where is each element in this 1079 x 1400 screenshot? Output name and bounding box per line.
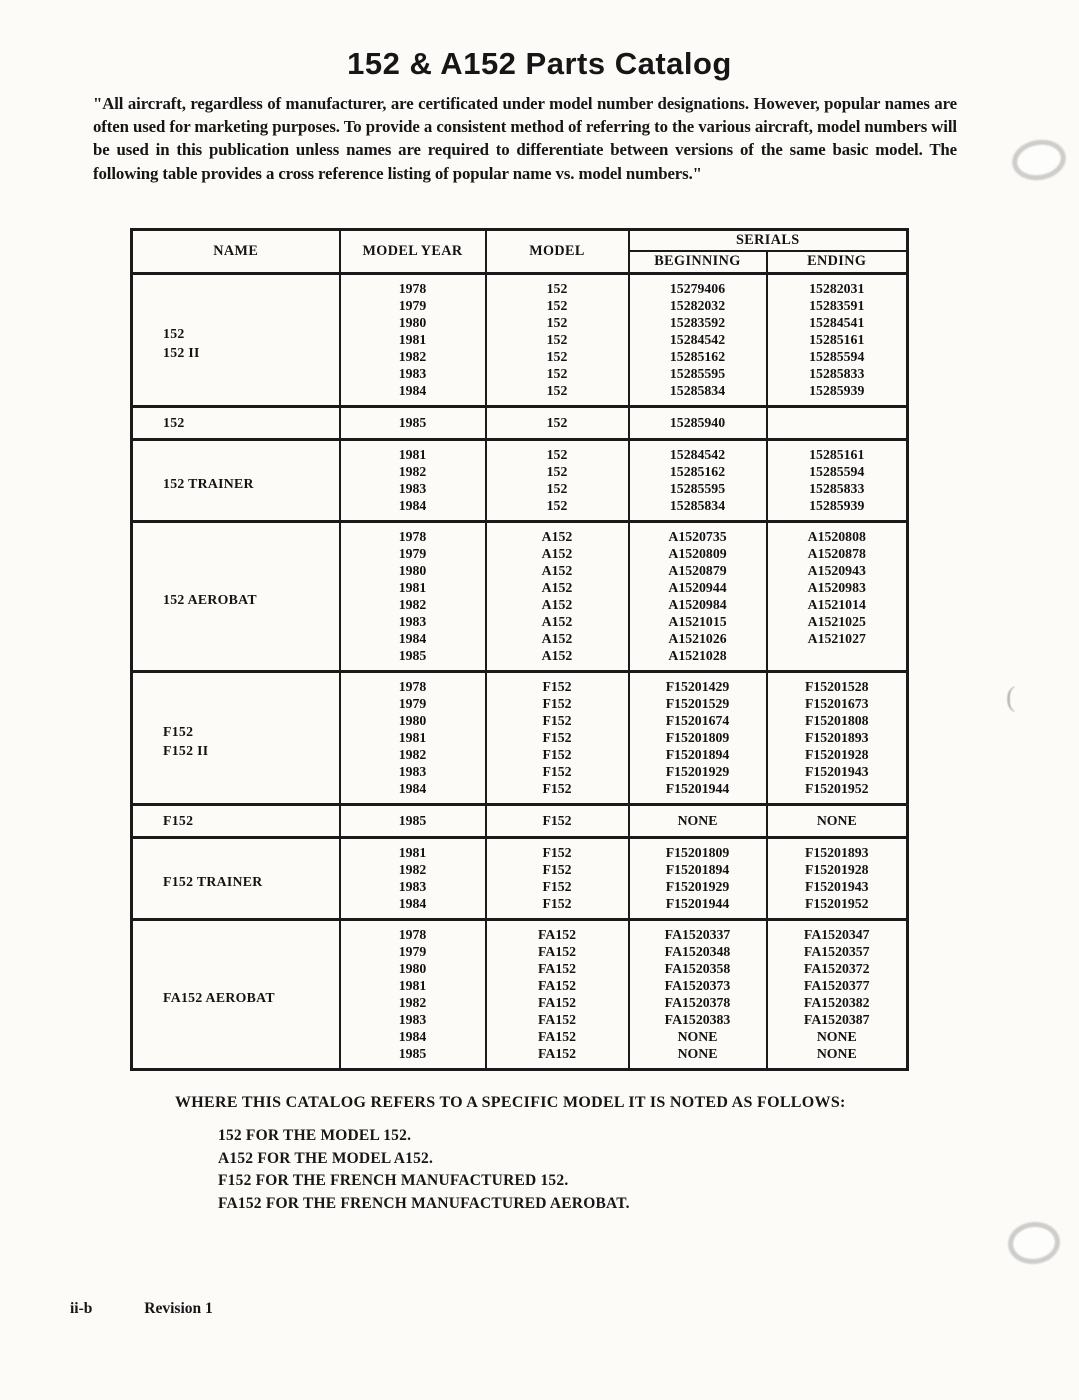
serial-beginning-cell: F15201944 (629, 780, 767, 805)
serial-beginning-cell: A1520984 (629, 596, 767, 613)
serial-ending-cell: 15285939 (767, 497, 908, 522)
year-cell: 1983 (340, 365, 486, 382)
model-cell: 152 (486, 331, 629, 348)
model-cell: F152 (486, 746, 629, 763)
serial-ending-cell: 15285161 (767, 331, 908, 348)
table-row (132, 920, 908, 944)
model-cell: A152 (486, 647, 629, 672)
model-cell: 152 (486, 382, 629, 407)
model-cell: F152 (486, 763, 629, 780)
serial-ending-cell: F15201528 (767, 672, 908, 696)
serial-beginning-cell: 15285834 (629, 497, 767, 522)
model-cell: FA152 (486, 960, 629, 977)
table-header (132, 230, 908, 274)
model-cell: F152 (486, 878, 629, 895)
model-cell: 152 (486, 314, 629, 331)
year-cell: 1979 (340, 695, 486, 712)
note-item: A152 FOR THE MODEL A152. (218, 1149, 434, 1167)
serial-beginning-cell: A1520879 (629, 562, 767, 579)
model-cell: 152 (486, 440, 629, 464)
serial-ending-cell: F15201893 (767, 729, 908, 746)
serial-beginning-cell: 15284542 (629, 331, 767, 348)
year-cell: 1985 (340, 407, 486, 440)
year-cell: 1984 (340, 1028, 486, 1045)
model-cell: FA152 (486, 977, 629, 994)
serial-ending-cell: A1521025 (767, 613, 908, 630)
serial-beginning-cell: 15283592 (629, 314, 767, 331)
model-cell: F152 (486, 729, 629, 746)
model-serials-table (130, 228, 909, 1071)
col-header-beginning: BEGINNING (629, 251, 767, 274)
table-row (132, 838, 908, 862)
serial-beginning-cell: NONE (629, 1045, 767, 1070)
model-name-cell: F152 F152 II (132, 672, 340, 805)
serial-beginning-cell: NONE (629, 1028, 767, 1045)
table-row (132, 407, 908, 440)
year-cell: 1984 (340, 382, 486, 407)
year-cell: 1983 (340, 763, 486, 780)
model-cell: A152 (486, 630, 629, 647)
scan-artifact: ( (1006, 682, 1016, 713)
model-name-cell: 152 AEROBAT (132, 522, 340, 672)
model-cell: F152 (486, 780, 629, 805)
serial-ending-cell: 15285939 (767, 382, 908, 407)
year-cell: 1978 (340, 522, 486, 546)
model-cell: A152 (486, 613, 629, 630)
intro-paragraph: "All aircraft, regardless of manufacturer, are certificated under model number designations. However, popular names are often used for marketing purposes. To provide a consistent method of referring to the various aircraft, model numbers will be used in this publication unless names are required to differentiate between versions of the same basic model. The following table provides a cross reference listing of popular name vs. model numbers." (93, 94, 957, 183)
serial-ending-cell (767, 647, 908, 672)
serial-ending-cell: 15282031 (767, 274, 908, 298)
notes-heading: WHERE THIS CATALOG REFERS TO A SPECIFIC MODEL IT IS NOTED AS FOLLOWS: (175, 1094, 846, 1111)
year-cell: 1981 (340, 579, 486, 596)
model-cell: 152 (486, 348, 629, 365)
serial-beginning-cell: F15201894 (629, 861, 767, 878)
table-row (132, 805, 908, 838)
table-row (132, 440, 908, 464)
model-name-cell: 152 (132, 407, 340, 440)
model-cell: FA152 (486, 943, 629, 960)
serial-ending-cell: A1521014 (767, 596, 908, 613)
model-cell: FA152 (486, 1028, 629, 1045)
table-row (132, 522, 908, 546)
year-cell: 1981 (340, 977, 486, 994)
footer-page-number: ii-b (70, 1300, 93, 1317)
model-cell: FA152 (486, 1011, 629, 1028)
model-cell: F152 (486, 805, 629, 838)
serial-ending-cell: 15283591 (767, 297, 908, 314)
serial-ending-cell: F15201943 (767, 878, 908, 895)
model-cell: FA152 (486, 1045, 629, 1070)
serial-beginning-cell: A1521015 (629, 613, 767, 630)
serial-beginning-cell: FA1520373 (629, 977, 767, 994)
serial-beginning-cell: 15285162 (629, 348, 767, 365)
model-cell: F152 (486, 838, 629, 862)
note-item: 152 FOR THE MODEL 152. (218, 1127, 412, 1144)
serial-ending-cell: FA1520357 (767, 943, 908, 960)
serial-ending-cell: FA1520387 (767, 1011, 908, 1028)
serial-ending-cell: NONE (767, 805, 908, 838)
year-cell: 1981 (340, 838, 486, 862)
model-cell: 152 (486, 480, 629, 497)
model-notation-notes (175, 1094, 846, 1215)
year-cell: 1980 (340, 562, 486, 579)
year-cell: 1985 (340, 805, 486, 838)
serial-beginning-cell: 15285940 (629, 407, 767, 440)
footer-revision: Revision 1 (144, 1300, 213, 1317)
serial-beginning-cell: A1520735 (629, 522, 767, 546)
year-cell: 1983 (340, 1011, 486, 1028)
year-cell: 1979 (340, 545, 486, 562)
year-cell: 1985 (340, 647, 486, 672)
model-cell: F152 (486, 861, 629, 878)
serial-beginning-cell: 15279406 (629, 274, 767, 298)
serial-ending-cell: FA1520382 (767, 994, 908, 1011)
model-name-cell: F152 (132, 805, 340, 838)
model-name-cell: F152 TRAINER (132, 838, 340, 920)
page-footer (70, 1300, 213, 1318)
serial-beginning-cell: FA1520348 (629, 943, 767, 960)
model-cell: FA152 (486, 994, 629, 1011)
year-cell: 1981 (340, 331, 486, 348)
serial-beginning-cell: 15285595 (629, 480, 767, 497)
year-cell: 1984 (340, 630, 486, 647)
serial-beginning-cell: NONE (629, 805, 767, 838)
year-cell: 1978 (340, 274, 486, 298)
year-cell: 1982 (340, 994, 486, 1011)
model-cell: A152 (486, 545, 629, 562)
page-title: 152 & A152 Parts Catalog (347, 46, 732, 81)
serial-beginning-cell: F15201809 (629, 729, 767, 746)
serial-beginning-cell: 15284542 (629, 440, 767, 464)
serial-beginning-cell: F15201529 (629, 695, 767, 712)
serial-ending-cell: NONE (767, 1045, 908, 1070)
serial-ending-cell: A1520808 (767, 522, 908, 546)
serial-ending-cell: FA1520347 (767, 920, 908, 944)
serial-ending-cell: 15285161 (767, 440, 908, 464)
model-name-cell: FA152 AEROBAT (132, 920, 340, 1070)
serial-ending-cell: F15201928 (767, 861, 908, 878)
year-cell: 1982 (340, 596, 486, 613)
serial-beginning-cell: A1520944 (629, 579, 767, 596)
model-cell: 152 (486, 297, 629, 314)
year-cell: 1983 (340, 878, 486, 895)
model-name-cell: 152 TRAINER (132, 440, 340, 522)
serial-ending-cell: NONE (767, 1028, 908, 1045)
model-cell: F152 (486, 712, 629, 729)
year-cell: 1982 (340, 861, 486, 878)
col-header-ending: ENDING (767, 251, 908, 274)
year-cell: 1984 (340, 497, 486, 522)
serial-ending-cell: FA1520372 (767, 960, 908, 977)
serial-beginning-cell: FA1520337 (629, 920, 767, 944)
hole-punch-artifact (1009, 136, 1069, 185)
serial-beginning-cell: F15201809 (629, 838, 767, 862)
model-cell: FA152 (486, 920, 629, 944)
serials-table-body (132, 274, 908, 1070)
serial-ending-cell: A1520983 (767, 579, 908, 596)
year-cell: 1984 (340, 780, 486, 805)
serial-beginning-cell: A1520809 (629, 545, 767, 562)
year-cell: 1978 (340, 920, 486, 944)
serial-ending-cell: 15285594 (767, 348, 908, 365)
model-cell: A152 (486, 522, 629, 546)
model-cell: 152 (486, 497, 629, 522)
serial-ending-cell: 15284541 (767, 314, 908, 331)
serial-beginning-cell: F15201894 (629, 746, 767, 763)
model-cell: F152 (486, 695, 629, 712)
serial-ending-cell (767, 407, 908, 440)
model-cell: F152 (486, 672, 629, 696)
serial-ending-cell: 15285594 (767, 463, 908, 480)
col-header-model: MODEL (486, 230, 629, 274)
serial-beginning-cell: FA1520358 (629, 960, 767, 977)
serial-beginning-cell: F15201674 (629, 712, 767, 729)
serial-beginning-cell: FA1520383 (629, 1011, 767, 1028)
col-header-model-year: MODEL YEAR (340, 230, 486, 274)
year-cell: 1980 (340, 712, 486, 729)
serial-ending-cell: F15201673 (767, 695, 908, 712)
year-cell: 1981 (340, 440, 486, 464)
year-cell: 1982 (340, 463, 486, 480)
serial-ending-cell: F15201928 (767, 746, 908, 763)
serial-ending-cell: F15201893 (767, 838, 908, 862)
serial-beginning-cell: F15201429 (629, 672, 767, 696)
serial-beginning-cell: 15285834 (629, 382, 767, 407)
model-cell: 152 (486, 365, 629, 382)
model-cell: A152 (486, 579, 629, 596)
serial-beginning-cell: F15201944 (629, 895, 767, 920)
year-cell: 1979 (340, 297, 486, 314)
col-header-name: NAME (132, 230, 340, 274)
table-row (132, 672, 908, 696)
model-cell: 152 (486, 463, 629, 480)
year-cell: 1983 (340, 613, 486, 630)
serial-ending-cell: F15201943 (767, 763, 908, 780)
serial-beginning-cell: A1521028 (629, 647, 767, 672)
serial-beginning-cell: 15285595 (629, 365, 767, 382)
serial-ending-cell: FA1520377 (767, 977, 908, 994)
note-item: FA152 FOR THE FRENCH MANUFACTURED AEROBAT. (218, 1194, 630, 1212)
table-row (132, 274, 908, 298)
serial-beginning-cell: 15285162 (629, 463, 767, 480)
serial-ending-cell: 15285833 (767, 365, 908, 382)
model-cell: F152 (486, 895, 629, 920)
serial-ending-cell: A1521027 (767, 630, 908, 647)
serial-beginning-cell: FA1520378 (629, 994, 767, 1011)
year-cell: 1980 (340, 960, 486, 977)
serial-ending-cell: F15201952 (767, 895, 908, 920)
year-cell: 1984 (340, 895, 486, 920)
year-cell: 1982 (340, 746, 486, 763)
model-cell: 152 (486, 407, 629, 440)
note-item: F152 FOR THE FRENCH MANUFACTURED 152. (218, 1172, 569, 1189)
serial-ending-cell: F15201808 (767, 712, 908, 729)
year-cell: 1980 (340, 314, 486, 331)
serial-ending-cell: A1520878 (767, 545, 908, 562)
serial-ending-cell: A1520943 (767, 562, 908, 579)
year-cell: 1982 (340, 348, 486, 365)
serial-beginning-cell: 15282032 (629, 297, 767, 314)
serial-beginning-cell: F15201929 (629, 763, 767, 780)
serial-ending-cell: 15285833 (767, 480, 908, 497)
year-cell: 1979 (340, 943, 486, 960)
serial-beginning-cell: F15201929 (629, 878, 767, 895)
year-cell: 1985 (340, 1045, 486, 1070)
model-cell: A152 (486, 562, 629, 579)
serial-beginning-cell: A1521026 (629, 630, 767, 647)
model-name-cell: 152 152 II (132, 274, 340, 407)
year-cell: 1981 (340, 729, 486, 746)
hole-punch-artifact (1006, 1219, 1062, 1266)
col-header-serials: SERIALS (629, 230, 908, 251)
model-cell: 152 (486, 274, 629, 298)
year-cell: 1983 (340, 480, 486, 497)
serial-ending-cell: F15201952 (767, 780, 908, 805)
model-cell: A152 (486, 596, 629, 613)
year-cell: 1978 (340, 672, 486, 696)
